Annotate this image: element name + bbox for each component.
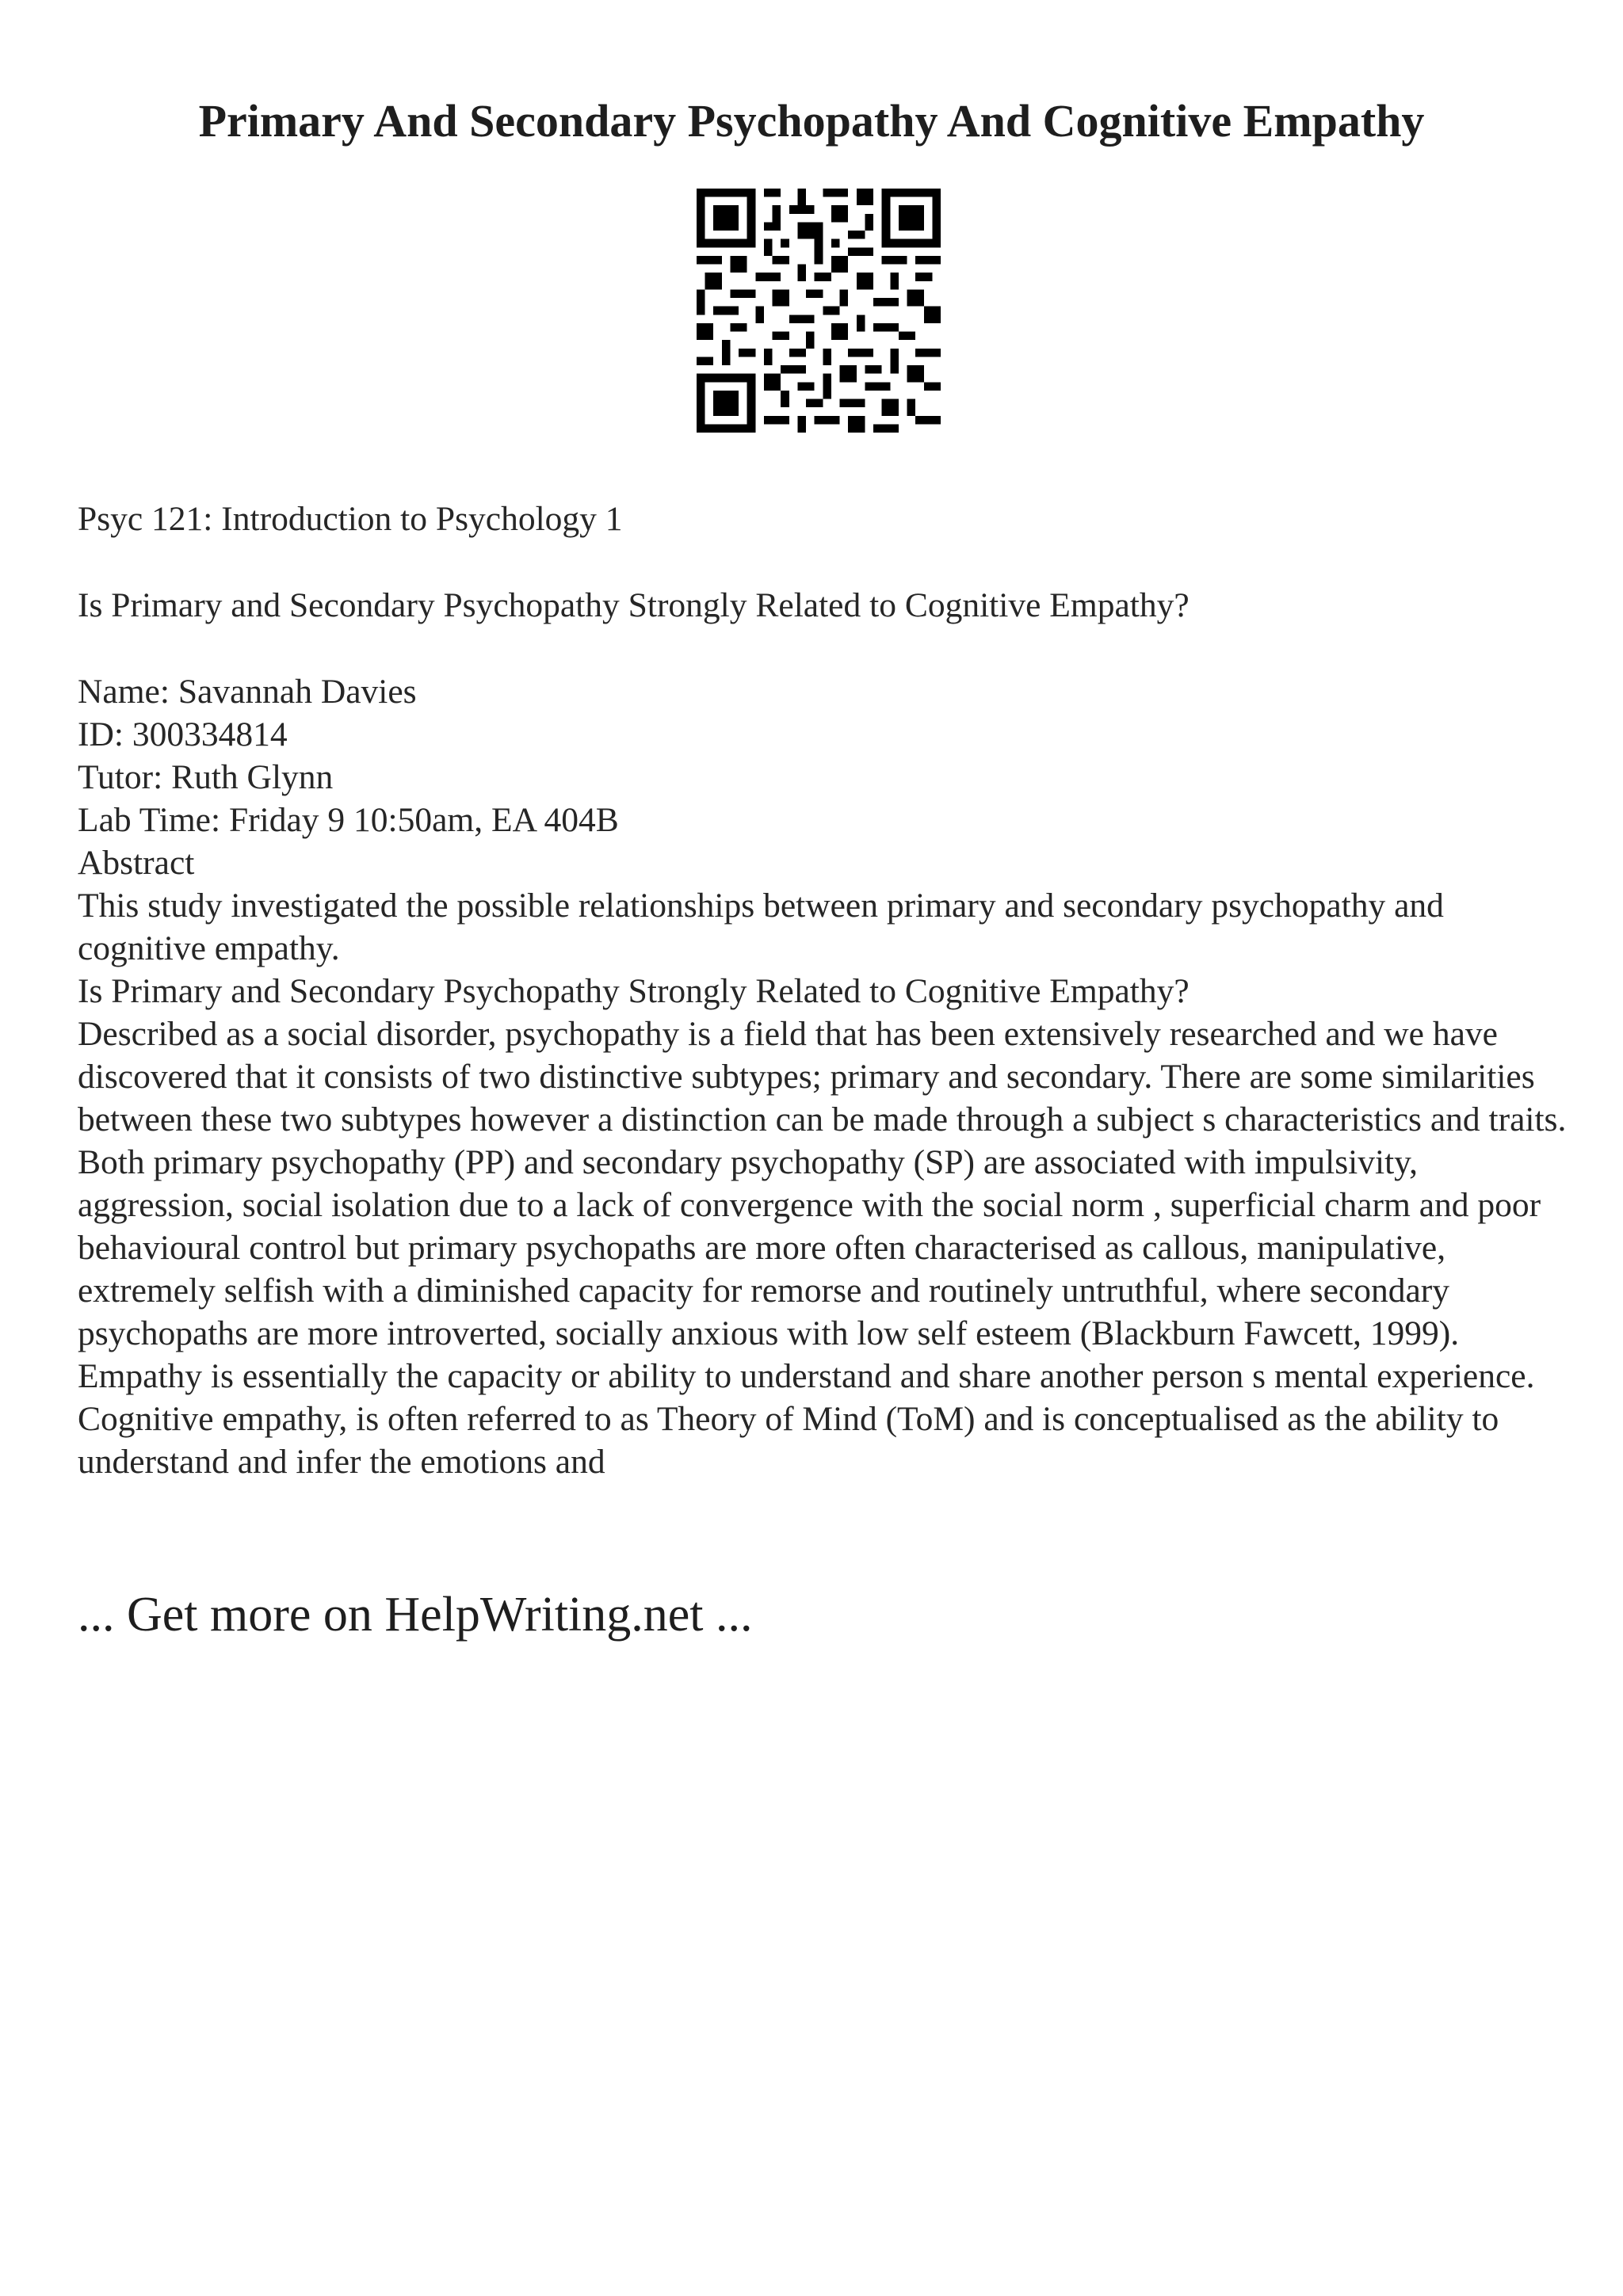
page-title: Primary And Secondary Psychopathy And Cognitive Empathy <box>198 95 1425 147</box>
course-line: Psyc 121: Introduction to Psychology 1 <box>78 500 623 538</box>
author-name: Name: Savannah Davies <box>78 673 417 711</box>
get-more-link[interactable]: ... Get more on HelpWriting.net ... <box>78 1588 753 1642</box>
qr-code-icon <box>697 189 941 433</box>
section-heading: Is Primary and Secondary Psychopathy Strongly Related to Cognitive Empathy? <box>78 972 1190 1010</box>
abstract-heading: Abstract <box>78 844 195 882</box>
essay-question: Is Primary and Secondary Psychopathy Strongly Related to Cognitive Empathy? <box>78 586 1190 624</box>
student-id: ID: 300334814 <box>78 715 288 753</box>
body-paragraph: Described as a social disorder, psychopathy is a field that has been extensively researched and we have discovered that it consists of two distinctive subtypes; primary and secondary. There are some similarities between these two subtypes however a distinction can be made through a subject s characteristics and traits. Both primary psychopathy (PP) and secondary psychopathy (SP) are associated with impulsivity, aggression, social isolation due to a lack of convergence with the social norm , superficial charm and poor behavioural control but primary psychopaths are more often characterised as callous, manipulative, extremely selfish with a diminished capacity for remorse and routinely untruthful, where secondary psychopaths are more introverted, socially anxious with low self esteem (Blackburn Fawcett, 1999). Empathy is essentially the capacity or ability to understand and share another person s mental experience. Cognitive empathy, is often referred to as Theory of Mind (ToM) and is conceptualised as the ability to understand and infer the emotions and <box>78 1015 1567 1481</box>
lab-time: Lab Time: Friday 9 10:50am, EA 404B <box>78 801 619 839</box>
essay-body <box>78 670 1568 1483</box>
tutor-name: Tutor: Ruth Glynn <box>78 758 334 796</box>
abstract-text: This study investigated the possible relationships between primary and secondary psychopathy and cognitive empathy. <box>78 887 1444 967</box>
